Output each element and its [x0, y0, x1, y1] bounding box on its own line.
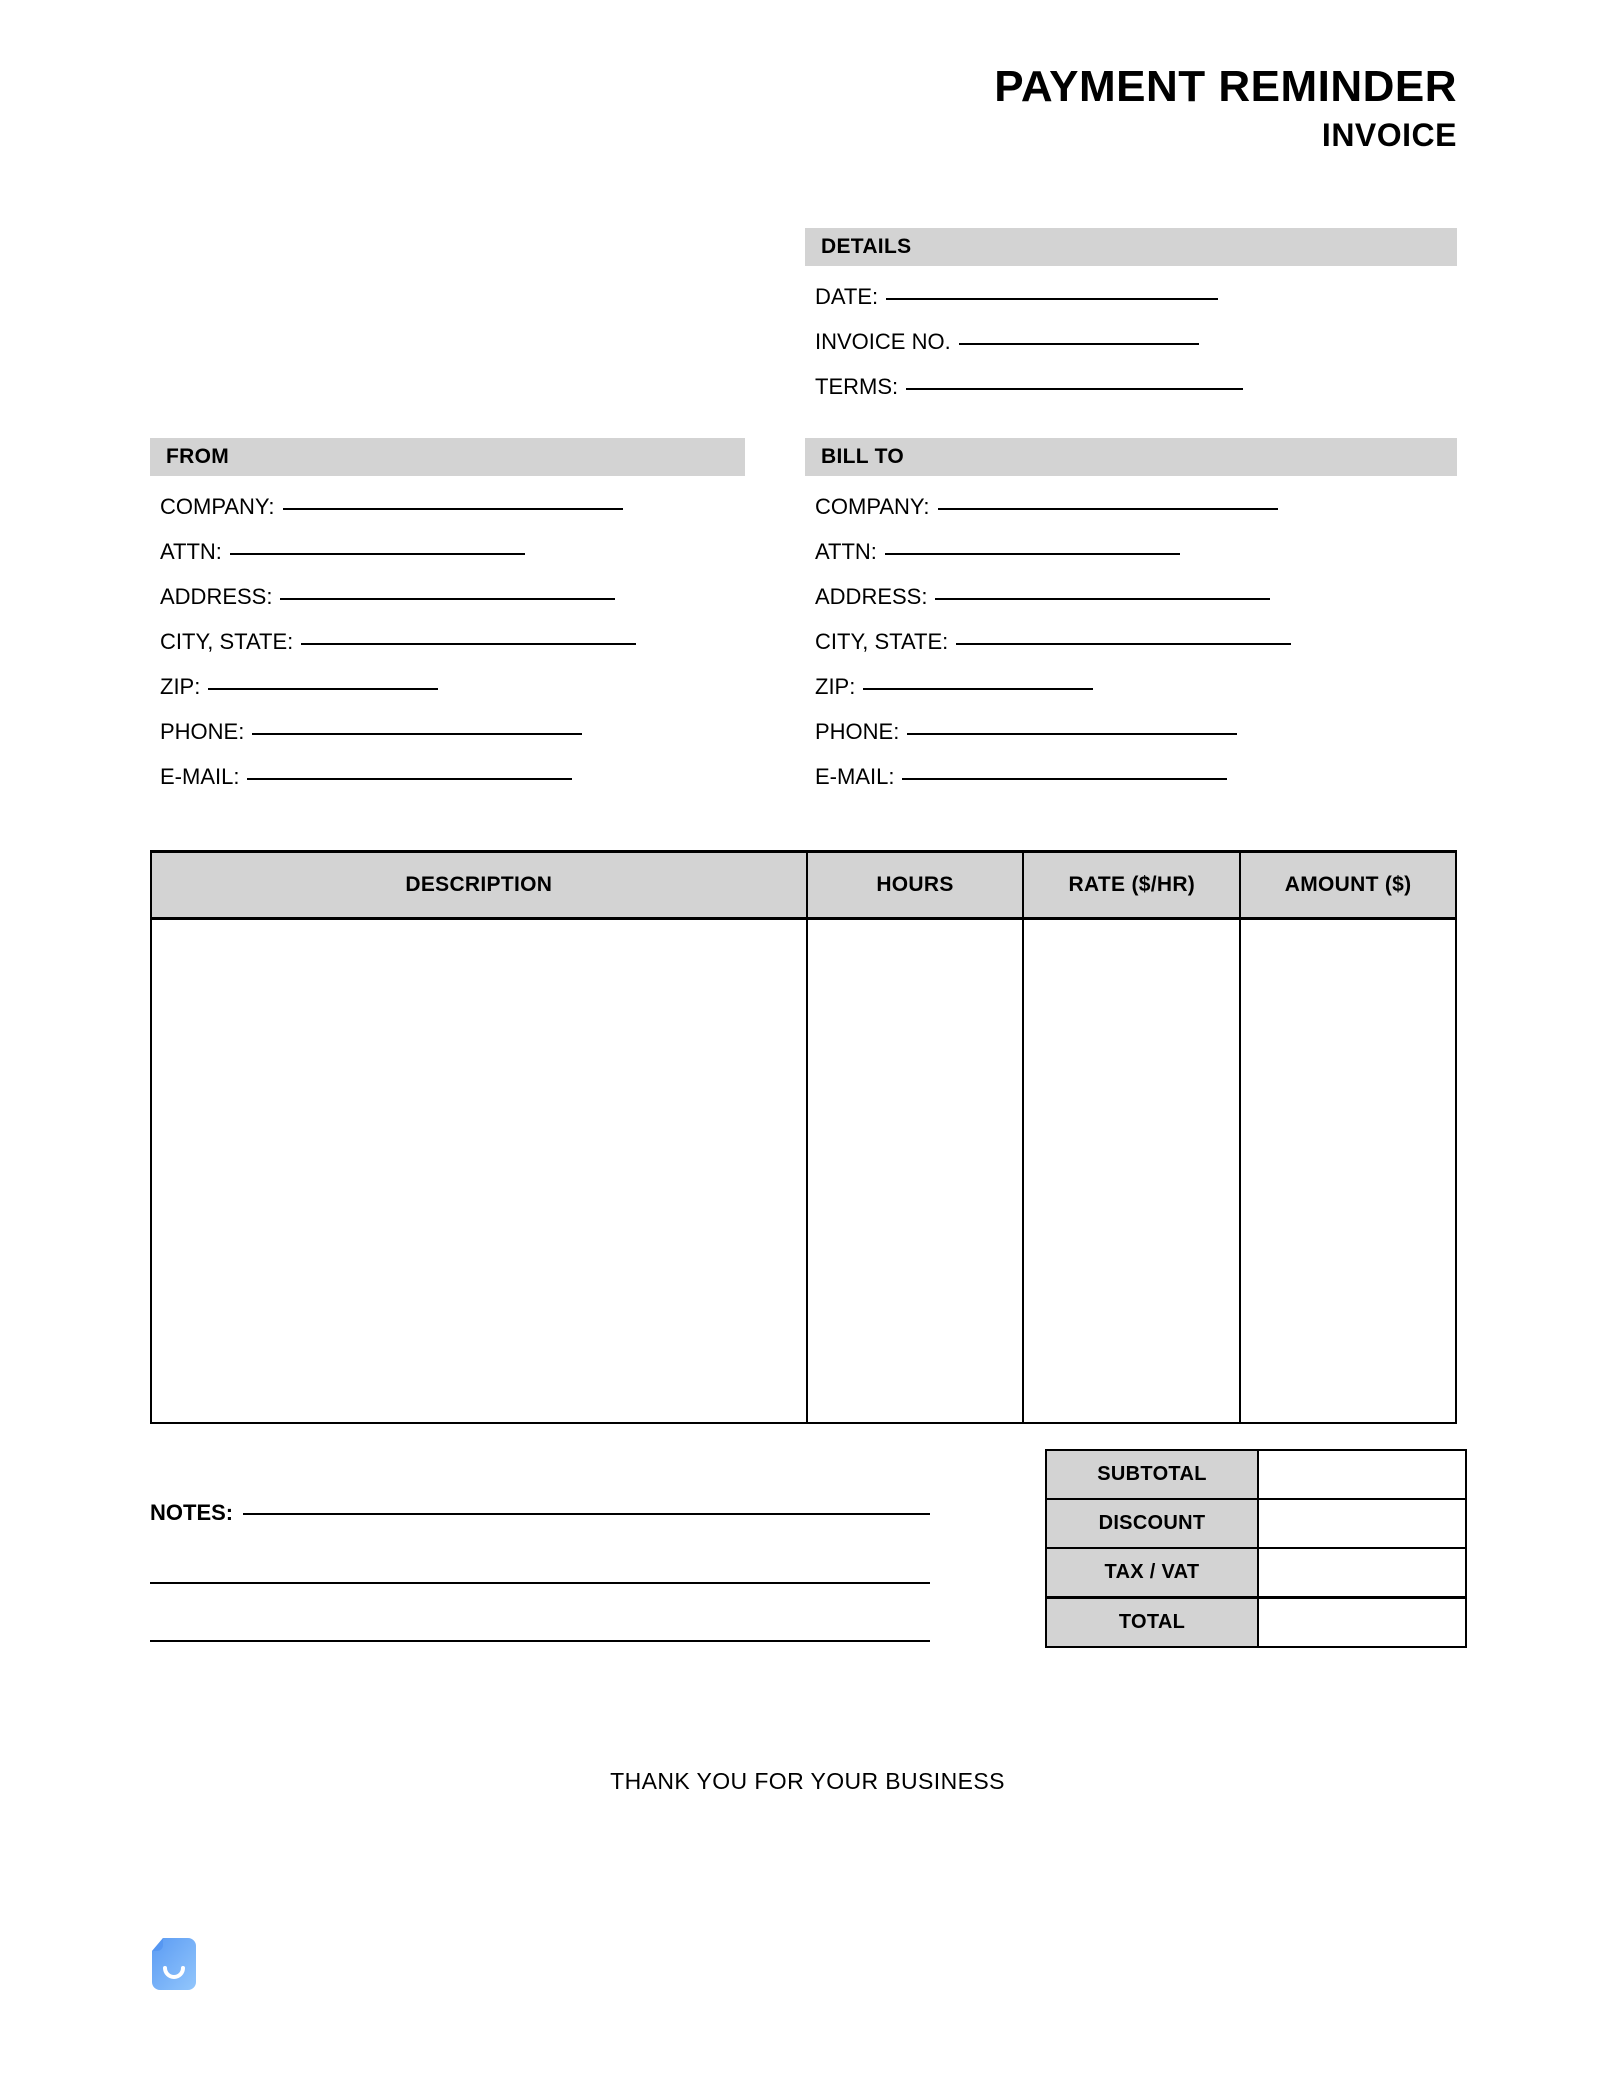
bill-to-field-attn-label: ATTN: [815, 539, 877, 564]
totals-row-subtotal [1046, 1450, 1466, 1499]
notes-input-line-2[interactable] [150, 1581, 930, 1584]
cell-rate[interactable] [1023, 919, 1240, 1424]
details-heading-label: DETAILS [821, 235, 912, 258]
notes-input-line-1[interactable] [243, 1512, 930, 1515]
notes-section [150, 1500, 930, 1642]
table-row [151, 919, 1456, 1424]
details-field-date-input[interactable] [886, 297, 1218, 300]
from-field-zip [150, 664, 745, 709]
bill-to-field-company [805, 484, 1457, 529]
bill-to-field-email [805, 754, 1457, 799]
page-subtitle: INVOICE [1321, 117, 1457, 153]
details-field-terms-label: TERMS: [815, 374, 899, 399]
from-field-city-state-input[interactable] [301, 642, 636, 645]
from-heading-label: FROM [166, 445, 230, 468]
from-fields [150, 476, 745, 799]
footer-thank-you: THANK YOU FOR YOUR BUSINESS [610, 1768, 1005, 1794]
bill-to-field-company-input[interactable] [938, 507, 1278, 510]
from-field-company [150, 484, 745, 529]
from-field-attn [150, 529, 745, 574]
from-heading-bar [150, 438, 745, 476]
totals-body [1046, 1450, 1466, 1647]
totals-row-tax-vat [1046, 1548, 1466, 1598]
totals-label-total: TOTAL [1046, 1598, 1258, 1648]
bill-to-field-zip-input[interactable] [863, 687, 1093, 690]
bill-to-field-company-label: COMPANY: [815, 494, 930, 519]
details-field-date [805, 274, 1457, 319]
totals-label-discount: DISCOUNT [1046, 1499, 1258, 1548]
bill-to-heading-bar [805, 438, 1457, 476]
bill-to-field-email-label: E-MAIL: [815, 764, 895, 789]
bill-to-field-email-input[interactable] [902, 777, 1227, 780]
from-section [150, 438, 745, 799]
bill-to-field-phone-input[interactable] [907, 732, 1237, 735]
totals-table [1045, 1449, 1467, 1648]
bill-to-field-city-state [805, 619, 1457, 664]
from-field-email-input[interactable] [247, 777, 572, 780]
column-header-amount: AMOUNT ($) [1240, 852, 1456, 919]
totals-row-total [1046, 1598, 1466, 1648]
from-field-phone-label: PHONE: [160, 719, 245, 744]
notes-label: NOTES: [150, 1500, 234, 1525]
details-field-terms-input[interactable] [906, 387, 1243, 390]
details-section [805, 228, 1457, 409]
column-header-description: DESCRIPTION [151, 852, 807, 919]
cell-hours[interactable] [807, 919, 1024, 1424]
bill-to-field-address-input[interactable] [935, 597, 1270, 600]
details-field-invoice-no-input[interactable] [959, 342, 1199, 345]
details-field-terms [805, 364, 1457, 409]
totals-value-total[interactable] [1258, 1598, 1466, 1648]
details-field-date-label: DATE: [815, 284, 879, 309]
line-items-body [151, 919, 1456, 1424]
from-field-city-state-label: CITY, STATE: [160, 629, 294, 654]
from-field-company-label: COMPANY: [160, 494, 275, 519]
notes-input-line-3[interactable] [150, 1639, 930, 1642]
bill-to-heading-label: BILL TO [821, 445, 904, 468]
bill-to-field-zip-label: ZIP: [815, 674, 856, 699]
bill-to-field-phone [805, 709, 1457, 754]
totals-value-discount[interactable] [1258, 1499, 1466, 1548]
from-field-company-input[interactable] [283, 507, 623, 510]
document-smile-icon [150, 1937, 198, 1991]
bill-to-fields [805, 476, 1457, 799]
details-field-invoice-no-label: INVOICE NO. [815, 329, 951, 354]
cell-amount[interactable] [1240, 919, 1456, 1424]
from-field-address-input[interactable] [280, 597, 615, 600]
from-field-address-label: ADDRESS: [160, 584, 273, 609]
invoice-header [150, 60, 1457, 156]
column-header-hours: HOURS [807, 852, 1024, 919]
bill-to-field-city-state-label: CITY, STATE: [815, 629, 949, 654]
totals-row-discount [1046, 1499, 1466, 1548]
line-items-table [150, 850, 1457, 1424]
from-field-email [150, 754, 745, 799]
details-fields [805, 266, 1457, 409]
line-items-header [151, 852, 1456, 919]
totals-label-subtotal: SUBTOTAL [1046, 1450, 1258, 1499]
totals-value-tax-vat[interactable] [1258, 1548, 1466, 1598]
from-field-address [150, 574, 745, 619]
page-title: PAYMENT REMINDER [994, 62, 1457, 111]
from-field-attn-input[interactable] [230, 552, 525, 555]
details-field-invoice-no [805, 319, 1457, 364]
bill-to-field-zip [805, 664, 1457, 709]
column-header-rate: RATE ($/HR) [1023, 852, 1240, 919]
bill-to-field-city-state-input[interactable] [956, 642, 1291, 645]
bill-to-section [805, 438, 1457, 799]
from-field-zip-label: ZIP: [160, 674, 201, 699]
totals-value-subtotal[interactable] [1258, 1450, 1466, 1499]
bill-to-field-attn-input[interactable] [885, 552, 1180, 555]
document-smile-logo [150, 1937, 198, 1991]
details-heading-bar [805, 228, 1457, 266]
bill-to-field-address [805, 574, 1457, 619]
cell-description[interactable] [151, 919, 807, 1424]
totals-label-tax-vat: TAX / VAT [1046, 1548, 1258, 1598]
table-header-row [151, 852, 1456, 919]
bill-to-field-attn [805, 529, 1457, 574]
from-field-phone-input[interactable] [252, 732, 582, 735]
bill-to-field-phone-label: PHONE: [815, 719, 900, 744]
from-field-attn-label: ATTN: [160, 539, 222, 564]
bill-to-field-address-label: ADDRESS: [815, 584, 928, 609]
from-field-city-state [150, 619, 745, 664]
from-field-email-label: E-MAIL: [160, 764, 240, 789]
notes-first-line [150, 1500, 930, 1526]
from-field-zip-input[interactable] [208, 687, 438, 690]
from-field-phone [150, 709, 745, 754]
